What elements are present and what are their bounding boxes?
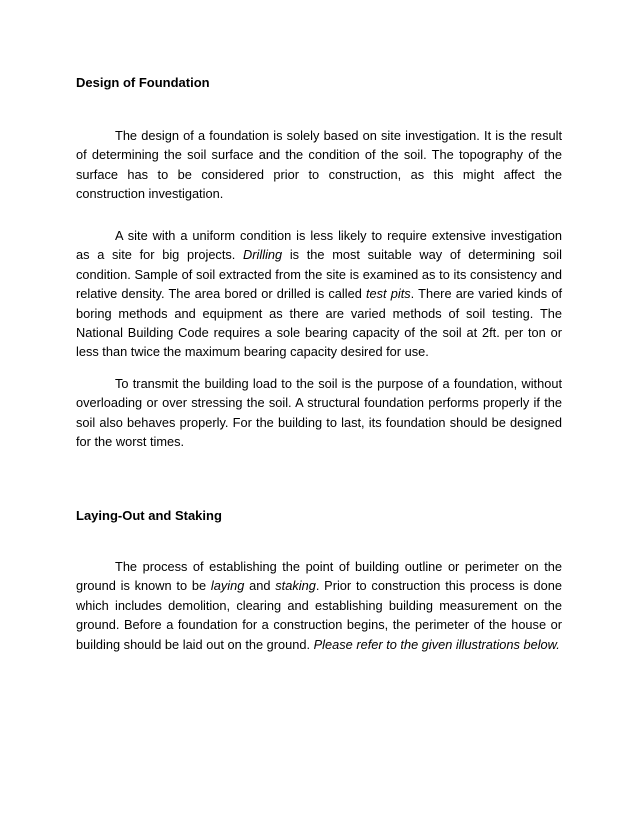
paragraph (76, 226, 562, 362)
text-run: . There are varied kinds of boring methods and equipment as there are varied methods of soil testing. The National Building Code requires a sole bearing capacity of the soil at 2ft. per ton or less than twice the maximum bearing capacity desired for use. (76, 286, 562, 360)
italic-text: laying (210, 578, 245, 594)
text-run: . Prior to construction this process is done which includes demolition, clearing and establishing building measurement on the ground. Before a foundation for a construction begins, the perimeter of the house or building should be laid out on the ground. (76, 578, 562, 652)
italic-text: test pits (365, 286, 411, 302)
paragraph (76, 557, 562, 654)
text-run: and (244, 578, 276, 594)
paragraph (76, 126, 562, 204)
text-run: The design of a foundation is solely based on site investigation. It is the result of determining the soil surface and the condition of the soil. The topography of the surface has to be considered prior to construction, as this might affect the construction investigation. (76, 128, 562, 202)
paragraph (76, 374, 562, 452)
italic-text: Drilling (243, 247, 283, 263)
text-run: A site with a uniform condition is less likely to require extensive investigation as a site for big projects. (76, 228, 562, 263)
italic-text: Please refer to the given illustrations below. (313, 636, 560, 652)
text-run: To transmit the building load to the soil is the purpose of a foundation, without overloading or over stressing the soil. A structural foundation performs properly if the soil also behaves properly. For the building to last, its foundation should be designed for the worst times. (76, 376, 562, 450)
text-run: is the most suitable way of determining soil condition. Sample of soil extracted from the site is examined as to its consistency and relative density. The area bored or drilled is called (76, 247, 562, 302)
text-run: The process of establishing the point of building outline or perimeter on the ground is known to be (76, 559, 562, 594)
section-heading-design-of-foundation: Design of Foundation (76, 75, 210, 90)
section-heading-laying-out-and-staking: Laying-Out and Staking (76, 508, 222, 523)
italic-text: staking (275, 578, 316, 594)
